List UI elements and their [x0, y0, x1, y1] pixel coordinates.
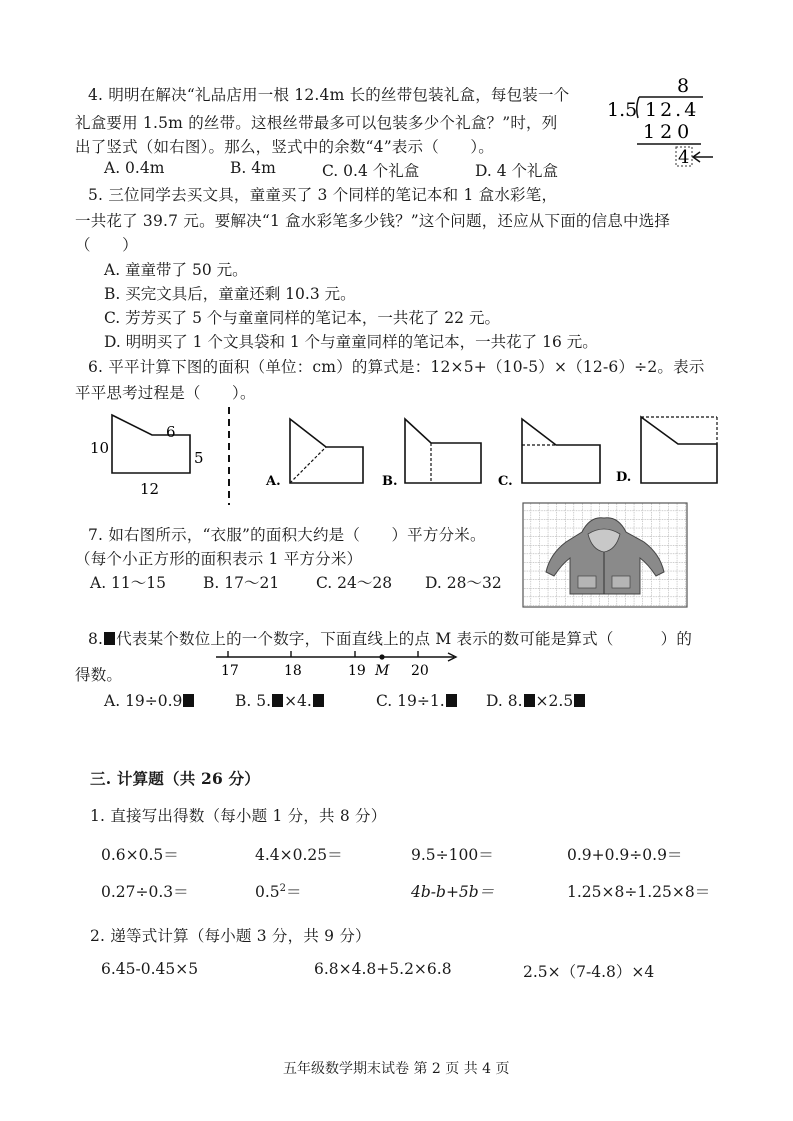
section3-sub2: 2. 递等式计算（每小题 3 分，共 9 分） — [90, 927, 371, 945]
label-5: 5 — [194, 449, 204, 467]
tick-18: 18 — [284, 663, 302, 678]
q6-line-1: 6. 平平计算下图的面积（单位：cm）的算式是：12×5+（10-5）×（12-6）÷2。表示 — [88, 358, 705, 376]
q6-label-d: D. — [616, 470, 632, 485]
tick-17: 17 — [221, 663, 239, 678]
q4-line-1: 4. 明明在解决“礼品店用一根 12.4m 长的丝带包装礼盒，每包装一个 — [88, 86, 570, 104]
tick-19: 19 — [348, 663, 366, 678]
q6-option-d-figure — [616, 417, 717, 485]
q4-line-3: 出了竖式（如右图）。那么，竖式中的余数“4”表示（ ）。 — [75, 138, 495, 156]
q8-line-2: 得数。 — [75, 666, 123, 684]
q8-text: 代表某个数位上的一个数字，下面直线上的点 M 表示的数可能是算式（ ）的 — [116, 630, 693, 648]
calc-9: 6.45-0.45×5 — [101, 960, 199, 978]
clothes-grid-figure — [522, 502, 688, 608]
q7-line-1: 7. 如右图所示，“衣服”的面积大约是（ ）平方分米。 — [88, 526, 486, 544]
q7-option-a: A. 11～15 — [90, 574, 166, 592]
q6-option-a-figure — [265, 419, 363, 489]
q5-line-2: 一共花了 39.7 元。要解决“1 盒水彩笔多少钱？”这个问题，还应从下面的信息中选择 — [75, 212, 671, 230]
q5-option-d: D. 明明买了 1 个文具袋和 1 个与童童同样的笔记本，一共花了 16 元。 — [104, 333, 598, 351]
q7-option-b: B. 17～21 — [203, 574, 280, 592]
q6-figures — [80, 405, 720, 510]
tick-20: 20 — [411, 663, 429, 678]
q8-number: 8. — [88, 630, 104, 648]
hidden-digit-square — [104, 632, 115, 645]
q4-option-d: D. 4 个礼盒 — [475, 162, 559, 180]
q5-line-1: 5. 三位同学去买文具，童童买了 3 个同样的笔记本和 1 盒水彩笔， — [88, 186, 558, 204]
division-dividend: 12.4 — [645, 99, 700, 121]
q4-option-b: B. 4m — [230, 159, 276, 177]
calc-10: 6.8×4.8+5.2×6.8 — [314, 960, 452, 978]
number-line — [212, 648, 462, 678]
section3-title: 三. 计算题（共 26 分） — [90, 769, 260, 788]
label-6: 6 — [166, 423, 176, 441]
long-division-figure — [605, 72, 715, 170]
q4-option-c: C. 0.4 个礼盒 — [322, 162, 420, 180]
q5-line-3: （ ） — [75, 236, 138, 254]
page-footer: 五年级数学期末试卷 第 2 页 共 4 页 — [283, 1061, 510, 1077]
q8-option-c: C. 19÷1. — [376, 692, 458, 710]
division-product: 120 — [643, 121, 695, 143]
calc-3: 9.5÷100＝ — [411, 846, 494, 864]
q7-option-c: C. 24～28 — [316, 574, 393, 592]
division-remainder: 4 — [678, 147, 690, 168]
calc-5: 0.27÷0.3＝ — [101, 883, 189, 901]
division-quotient: 8 — [677, 75, 690, 97]
q6-line-2: 平平思考过程是（ ）。 — [75, 384, 256, 402]
q6-label-c: C. — [498, 474, 513, 489]
calc-6: $0.5^2=$ — [255, 882, 302, 901]
q8-option-d: D. 8. ×2.5 — [486, 692, 586, 710]
q8-option-a: A. 19÷0.9 — [104, 692, 195, 710]
calc-7: 4b-b+5b＝ — [411, 883, 495, 901]
q6-option-c-figure — [498, 419, 600, 489]
label-12: 12 — [140, 480, 160, 498]
division-divisor: 1.5 — [607, 99, 638, 121]
point-m-label: M — [375, 663, 390, 678]
calc-4: 0.9+0.9÷0.9＝ — [567, 846, 683, 864]
q5-option-c: C. 芳芳买了 5 个与童童同样的笔记本，一共花了 22 元。 — [104, 309, 500, 327]
q4-line-2: 礼盒要用 1.5m 的丝带。这根丝带最多可以包装多少个礼盒？”时，列 — [75, 114, 558, 132]
q4-option-a: A. 0.4m — [104, 159, 165, 177]
q6-main-figure — [90, 415, 204, 498]
calc-2: 4.4×0.25＝ — [255, 846, 343, 864]
q8-option-b: B. 5. ×4. — [235, 692, 325, 710]
q5-option-a: A. 童童带了 50 元。 — [104, 261, 248, 279]
calc-11: 2.5×（7-4.8）×4 — [523, 963, 655, 981]
q8-line-1 — [88, 627, 692, 649]
calc-8: 1.25×8÷1.25×8＝ — [567, 883, 711, 901]
label-10: 10 — [90, 439, 110, 457]
q5-option-b: B. 买完文具后，童童还剩 10.3 元。 — [104, 285, 356, 303]
q7-option-d: D. 28～32 — [425, 574, 502, 592]
q6-label-b: B. — [382, 474, 398, 489]
q7-line-2: （每个小正方形的面积表示 1 平方分米） — [75, 550, 363, 568]
calc-1: 0.6×0.5＝ — [101, 846, 179, 864]
q6-label-a: A. — [266, 474, 281, 489]
q6-option-b-figure — [382, 419, 481, 489]
section3-sub1: 1. 直接写出得数（每小题 1 分，共 8 分） — [90, 807, 387, 825]
